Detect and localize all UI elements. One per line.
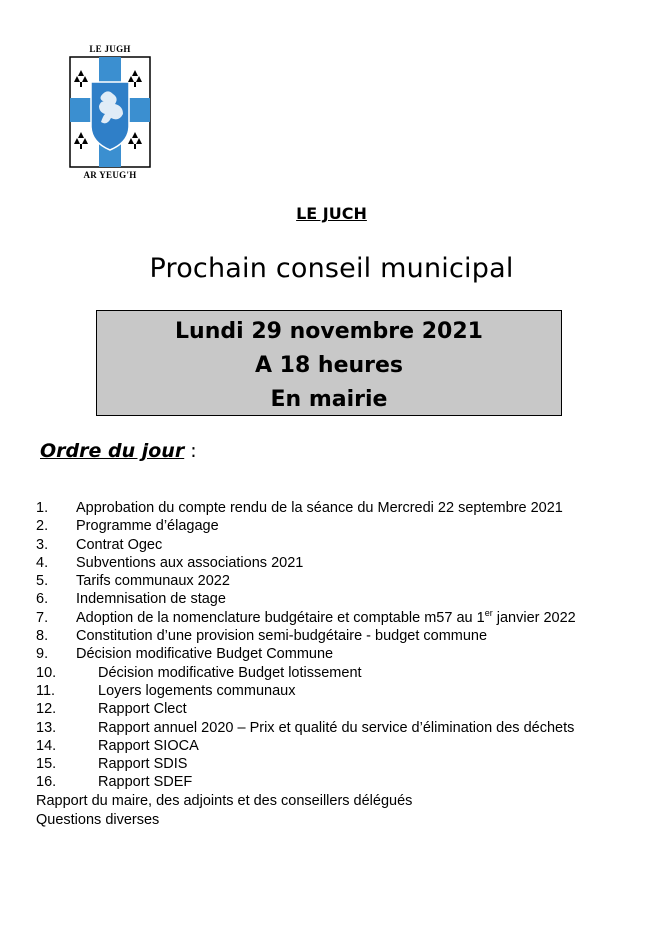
agenda-item-text [76, 499, 563, 517]
agenda-item-number: 16. [36, 774, 57, 791]
agenda-item-text [98, 700, 187, 718]
agenda-item-label: Rapport SDEF [98, 774, 193, 791]
agenda-item-label: Décision modificative Budget Commune [76, 646, 334, 663]
agenda-item-text [76, 572, 230, 590]
agenda-item-label: Indemnisation de stage [76, 591, 226, 608]
agenda-heading [40, 440, 197, 462]
agenda-item-text [76, 590, 226, 608]
agenda-item-number: 6. [36, 591, 49, 608]
meeting-date: Lundi 29 novembre 2021 [175, 319, 483, 344]
agenda-item-number: 14. [36, 737, 57, 754]
agenda-item-text [76, 517, 219, 535]
agenda-item-label: Décision modificative Budget lotissement [98, 664, 362, 681]
agenda-item-label: Tarifs communaux 2022 [76, 573, 230, 590]
agenda-item-number: 12. [36, 701, 57, 718]
agenda-item-text [76, 645, 333, 663]
agenda-item-text [76, 554, 303, 572]
agenda-item-label: Approbation du compte rendu de la séance du Mercredi 22 septembre 2021 [76, 500, 563, 516]
agenda-item-number: 5. [36, 573, 49, 590]
agenda-item-label: Subventions aux associations 2021 [76, 554, 304, 571]
agenda-heading-colon: : [184, 440, 197, 462]
agenda-item-label: Programme d’élagage [76, 518, 219, 535]
town-name-text: LE JUCH [296, 204, 367, 223]
page-title: Prochain conseil municipal [149, 253, 514, 284]
agenda-item-number: 10. [36, 664, 57, 681]
agenda-extra-questions: Questions diverses [36, 812, 160, 828]
agenda-item-number: 11. [36, 682, 56, 699]
meeting-info-box [96, 310, 562, 416]
agenda-item-number: 9. [36, 646, 49, 663]
coat-of-arms [68, 44, 152, 184]
agenda-item-number: 13. [36, 719, 57, 736]
meeting-time: A 18 heures [254, 353, 404, 378]
agenda-item-number: 2. [36, 518, 49, 535]
agenda-item-number: 1. [36, 500, 49, 516]
agenda-item-number: 4. [36, 554, 49, 571]
agenda-item-label-tail: janvier 2022 [492, 609, 576, 626]
agenda-item-text [76, 536, 162, 554]
agenda-extra-reports: Rapport du maire, des adjoints et des conseillers délégués [36, 793, 413, 809]
agenda-item-label: Rapport SDIS [98, 756, 188, 773]
meeting-place: En mairie [270, 387, 388, 412]
agenda-item-text [98, 755, 187, 773]
agenda-item-label: Adoption de la nomenclature budgétaire et comptable m57 au 1 [76, 609, 485, 626]
town-name [0, 204, 663, 223]
agenda-item-text [76, 609, 576, 627]
agenda-item-label: Constitution d’une provision semi-budgétaire - budget commune [76, 628, 488, 645]
crest-bottom-text: AR YEUG'H [83, 170, 137, 180]
agenda-item-number: 15. [36, 756, 57, 773]
crest-shield-icon [69, 56, 151, 168]
agenda-item-label: Loyers logements communaux [98, 682, 296, 699]
agenda-item-text [98, 719, 574, 737]
agenda-item-number: 8. [36, 628, 49, 645]
agenda-item-label: Contrat Ogec [76, 536, 163, 553]
agenda-item-text [98, 773, 192, 791]
agenda-item-number: 7. [36, 609, 49, 626]
agenda-heading-text: Ordre du jour [40, 440, 185, 462]
agenda-item-label: Rapport SIOCA [98, 737, 199, 754]
agenda-item-text [98, 682, 295, 700]
agenda-item-text [76, 627, 487, 645]
agenda-item-text [98, 664, 362, 682]
agenda-item-label: Rapport annuel 2020 – Prix et qualité du service d’élimination des déchets [98, 719, 575, 736]
agenda-item-label: Rapport Clect [98, 701, 187, 718]
agenda-item-text [98, 737, 199, 755]
agenda-item-superscript: er [484, 607, 493, 618]
agenda-item-number: 3. [36, 536, 49, 553]
crest-top-text: LE JUGH [89, 44, 131, 54]
